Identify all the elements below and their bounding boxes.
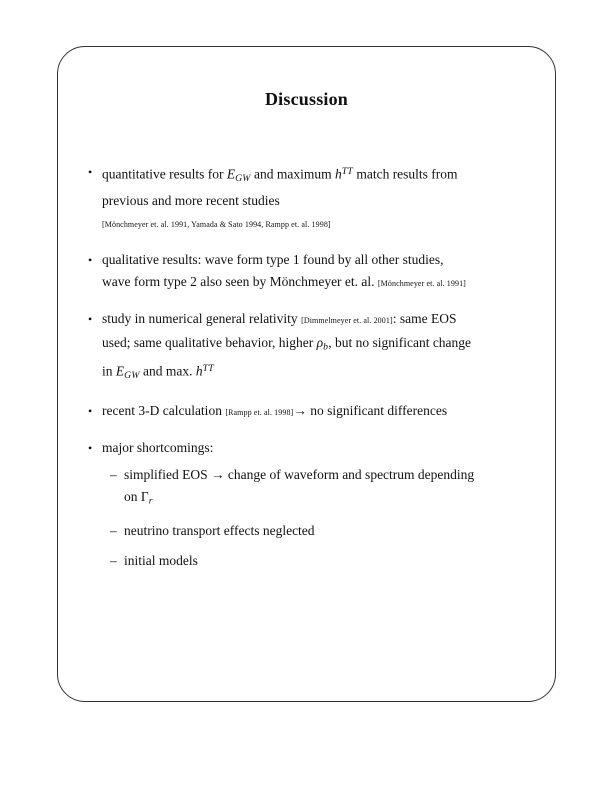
bullet-line (102, 437, 545, 459)
bullet-item (88, 400, 545, 424)
bullet-line (102, 308, 545, 332)
bullet-marker: • (88, 252, 93, 267)
bullet-line (102, 161, 545, 190)
subitem-line (124, 464, 545, 486)
greek-symbol: Γ (140, 488, 149, 504)
text-run: in (102, 363, 116, 379)
bullet-line (102, 358, 545, 387)
citation: [Mönchmeyer et. al. 1991, Yamada & Sato 1994, Rampp et. al. 1998] (102, 219, 331, 229)
text-run: recent 3-D calculation (102, 402, 226, 418)
text-run: on (124, 488, 141, 504)
slide-frame (57, 46, 556, 702)
math-subscript: GW (124, 369, 140, 381)
subitem-line (124, 520, 545, 542)
bullet-marker: • (88, 440, 93, 455)
math-variable: E (226, 166, 236, 182)
dash-marker: – (110, 466, 117, 482)
subitem (110, 464, 545, 512)
subitem (110, 520, 545, 542)
text-run: initial models (124, 553, 198, 569)
bullet-item (88, 308, 545, 387)
text-run: study in numerical general relativity (102, 310, 302, 326)
bullet-item (88, 161, 545, 236)
text-run: → no significant differences (293, 402, 448, 418)
text-run: neutrino transport effects neglected (124, 523, 315, 539)
bullet-item (88, 437, 545, 572)
bullet-line (102, 212, 545, 236)
subitem (110, 550, 545, 572)
text-run: and maximum (250, 166, 335, 182)
dash-marker: – (110, 523, 117, 539)
subitem-line (124, 486, 545, 512)
text-run: : same EOS (392, 310, 457, 326)
dash-marker: – (110, 553, 117, 569)
bullet-line (102, 400, 545, 424)
citation: [Dimmelmeyer et. al. 2001] (301, 315, 393, 325)
text-run: simplified EOS → change of waveform and spectrum depending (124, 466, 475, 482)
bullet-item (88, 249, 545, 295)
bullet-line (102, 249, 545, 271)
bullet-list (88, 161, 545, 572)
text-run: previous and more recent studies (102, 192, 280, 208)
subitem-line (124, 550, 545, 572)
math-subscript: GW (235, 172, 251, 184)
bullet-marker: • (88, 311, 93, 326)
text-run: qualitative results: wave form type 1 found by all other studies, (102, 251, 444, 267)
math-variable: h (334, 166, 342, 182)
citation: [Mönchmeyer et. al. 1991] (377, 278, 466, 288)
text-run: , but no significant change (328, 334, 472, 350)
math-variable: ρ (316, 334, 324, 350)
text-run: major shortcomings: (102, 439, 214, 455)
bullet-marker: • (88, 403, 93, 418)
math-superscript: TT (202, 363, 214, 375)
bullet-line (102, 271, 545, 295)
math-superscript: TT (341, 166, 353, 177)
math-variable: h (195, 363, 203, 379)
math-subscript: b (323, 341, 329, 353)
slide-title: Discussion (264, 89, 349, 109)
bullet-marker: • (88, 165, 93, 179)
text-run: and max. (139, 363, 196, 379)
text-run: quantitative results for (102, 166, 227, 182)
text-run: match results from (352, 166, 458, 182)
math-subscript: r (148, 495, 153, 507)
text-run: used; same qualitative behavior, higher (102, 334, 317, 350)
text-run: wave form type 2 also seen by Mönchmeyer et. al. (102, 273, 378, 289)
citation: [Rampp et. al. 1998] (225, 407, 294, 417)
math-variable: E (115, 363, 125, 379)
bullet-line (102, 332, 545, 358)
subitem-list (102, 464, 545, 572)
bullet-line (102, 190, 545, 212)
